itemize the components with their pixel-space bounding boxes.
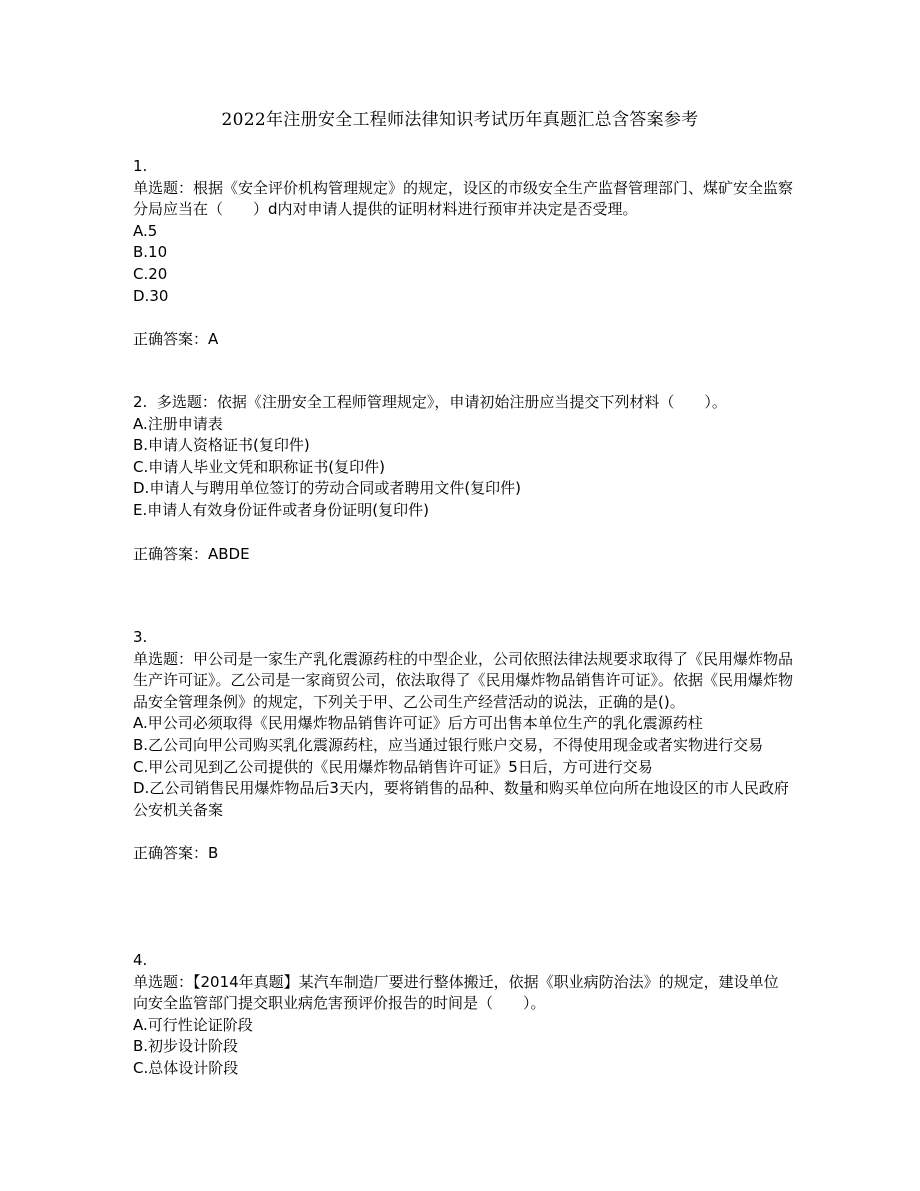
question-number: 3. [133,628,148,646]
question-stem-text: 多选题：依据《注册安全工程师管理规定》，申请初始注册应当提交下列材料（ ）。 [156,393,727,411]
question-number: 4. [133,951,148,969]
option-a: A.可行性论证阶段 [133,1015,253,1034]
question-stem [133,392,793,414]
option-a: A.注册申请表 [133,414,223,433]
question-2 [133,392,793,565]
option-a: A.甲公司必须取得《民用爆炸物品销售许可证》后方可出售本单位生产的乳化震源药柱 [133,714,703,733]
option-c: C.申请人毕业文凭和职称证书(复印件) [133,457,385,476]
option-c: C.总体设计阶段 [133,1058,239,1077]
document-title: 2022年注册安全工程师法律知识考试历年真题汇总含答案参考 [221,110,699,130]
question-stem: 单选题：甲公司是一家生产乳化震源药柱的中型企业，公司依照法律法规要求取得了《民用爆炸物品生产许可证》。乙公司是一家商贸公司，依法取得了《民用爆炸物品销售许可证》。依据《民用爆炸物品安全管理条例》的规定，下列关于甲、乙公司生产经营活动的说法，正确的是()。 [133,649,794,711]
correct-answer: 正确答案：ABDE [133,544,250,563]
option-b: B.10 [133,243,168,262]
correct-answer: 正确答案：A [133,330,219,349]
question-1 [133,156,793,351]
option-c: C.20 [133,264,168,283]
option-e: E.申请人有效身份证件或者身份证明(复印件) [133,500,429,519]
question-number: 1. [133,157,148,175]
correct-answer: 正确答案：B [133,844,219,863]
question-4 [133,950,793,1080]
option-d: D.乙公司销售民用爆炸物品后3天内，要将销售的品种、数量和购买单位向所在地设区的市人民政府公安机关备案 [133,779,789,819]
question-number: 2. [133,393,148,411]
question-stem: 单选题：根据《安全评价机构管理规定》的规定，设区的市级安全生产监督管理部门、煤矿安全监察分局应当在（ ）d内对申请人提供的证明材料进行预审并决定是否受理。 [133,178,794,219]
option-d: D.30 [133,286,169,305]
option-d: D.申请人与聘用单位签订的劳动合同或者聘用文件(复印件) [133,479,522,498]
question-3 [133,627,793,865]
option-c: C.甲公司见到乙公司提供的《民用爆炸物品销售许可证》5日后，方可进行交易 [133,757,653,776]
option-b: B.申请人资格证书(复印件) [133,436,310,455]
option-a: A.5 [133,221,158,240]
option-b: B.初步设计阶段 [133,1037,239,1056]
question-stem: 单选题：【2014年真题】某汽车制造厂要进行整体搬迁，依据《职业病防治法》的规定，建设单位向安全监管部门提交职业病危害预评价报告的时间是（ ）。 [133,972,779,1013]
option-b: B.乙公司向甲公司购买乳化震源药柱，应当通过银行账户交易，不得使用现金或者实物进行交易 [133,735,764,754]
